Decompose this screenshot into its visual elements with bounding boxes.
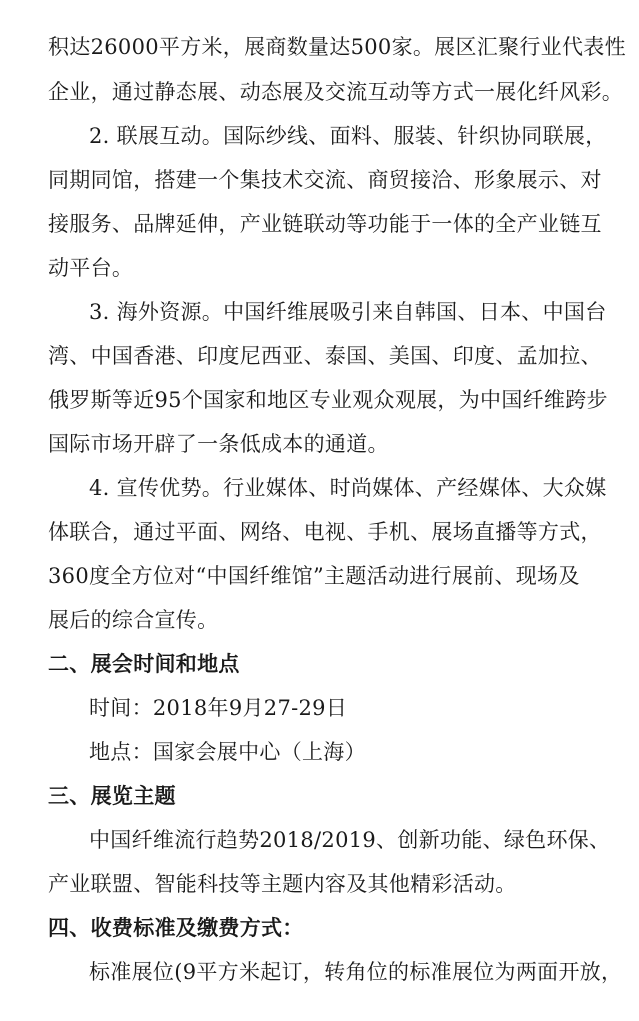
event-time: 时间：2018年9月27-29日 — [89, 696, 348, 720]
text-line: 企业，通过静态展、动态展及交流互动等方式一展化纤风彩。 — [48, 80, 624, 104]
text-line: 湾、中国香港、印度尼西亚、泰国、美国、印度、孟加拉、 — [48, 344, 602, 368]
section-heading: 四、收费标准及缴费方式： — [48, 916, 304, 940]
paragraph-start: 标准展位(9平方米起订，转角位的标准展位为两面开放， — [89, 960, 623, 984]
text-line: 展后的综合宣传。 — [48, 608, 219, 632]
paragraph-start: 2. 联展互动。国际纱线、面料、服装、针织协同联展， — [89, 124, 607, 148]
text-line: 同期同馆，搭建一个集技术交流、商贸接洽、形象展示、对 — [48, 168, 602, 192]
paragraph-start: 3. 海外资源。中国纤维展吸引来自韩国、日本、中国台 — [89, 300, 607, 324]
text-line: 产业联盟、智能科技等主题内容及其他精彩活动。 — [48, 872, 517, 896]
section-heading: 二、展会时间和地点 — [48, 652, 240, 676]
event-location: 地点：国家会展中心（上海） — [89, 740, 366, 764]
text-line: 360度全方位对“中国纤维馆”主题活动进行展前、现场及 — [48, 564, 580, 588]
paragraph-start: 4. 宣传优势。行业媒体、时尚媒体、产经媒体、大众媒 — [89, 476, 607, 500]
text-line: 积达26000平方米，展商数量达500家。展区汇聚行业代表性 — [48, 35, 626, 59]
text-line: 接服务、品牌延伸，产业链联动等功能于一体的全产业链互 — [48, 212, 602, 236]
text-line: 体联合，通过平面、网络、电视、手机、展场直播等方式， — [48, 520, 602, 544]
text-line: 国际市场开辟了一条低成本的通道。 — [48, 432, 389, 456]
section-heading: 三、展览主题 — [48, 784, 176, 808]
paragraph-start: 中国纤维流行趋势2018/2019、创新功能、绿色环保、 — [89, 828, 611, 852]
text-line: 俄罗斯等近95个国家和地区专业观众观展，为中国纤维跨步 — [48, 388, 608, 412]
text-line: 动平台。 — [48, 256, 134, 280]
